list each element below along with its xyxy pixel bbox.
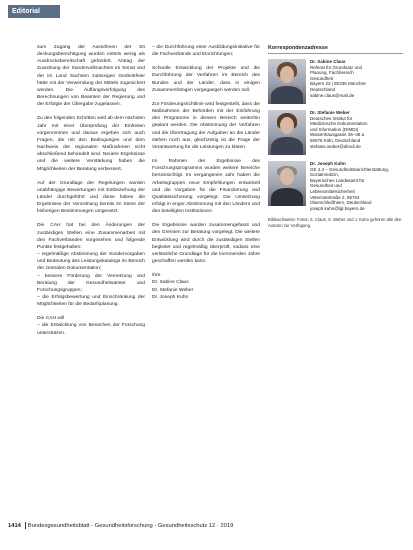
section-tag: Editorial <box>8 5 60 18</box>
author-name: Dr. Joseph Kuhn <box>310 161 346 166</box>
article-column-1 <box>37 44 145 337</box>
author-address <box>310 59 366 104</box>
author-email[interactable]: stefanie.weber@dimdi.de <box>310 143 361 149</box>
author-name: Dr. Stefanie Weber <box>310 110 350 115</box>
author-card <box>268 59 403 104</box>
paragraph: Zur Förderungsrichtlinie wird festgestellt, dass die Maßnahmen der Behörden mit der Einführung des Programms in diesem Bereich weiterhin geplant werden. Die Abstimmung der Verfahren und die Übertragung der Aufgaben an die Länder stehen noch aus, gleichzeitig ist die Frage der Verantwortung für die Leistungen zu klären. <box>152 101 260 150</box>
page-number: 1414 <box>8 523 21 530</box>
address-line: Bayerisches Landesamt für <box>310 177 365 183</box>
address-line: Gesundheit <box>310 75 334 81</box>
paragraph: Die CAH hat bei den Änderungen der zuständigen Stellen eine Zusammenarbeit mit den Fachverbänden vorgesehen und folgende Punkte festgehalten: <box>37 223 145 250</box>
author-address <box>310 110 368 155</box>
correspondence-sidebar <box>268 44 403 229</box>
author-email[interactable]: sabine.claus@mail.de <box>310 92 355 98</box>
address-line: Lebensmittelsicherheit <box>310 188 355 194</box>
address-line: Oberschleißheim, Deutschland <box>310 200 372 206</box>
list-item: – die Erfolgsbewertung und Einschränkung der Möglichkeiten für die Bedarfsplanung. <box>37 295 145 308</box>
author-photo <box>268 59 306 104</box>
photo-credit: Bildnachweise: Fotos: S. Claus, S. Weber und J. Kuhn gehören alle den Autoren zur Verfügung. <box>268 217 402 228</box>
address-line: Waisenhausgasse 36–38 a <box>310 132 365 138</box>
address-line: Gesundheit und <box>310 183 342 189</box>
list-item: – die Entwicklung von Bereichen der Forschung unterstützen. <box>37 323 145 336</box>
paragraph: sum Zugang der Aussöhnen der Sö deckungsberechtigung wurden mittels wenig als Ausdrucksbereitschaft gefordert. Antrag der Zuordnung der Sondervollmachten im Senat und der im Land Sachsen zulässigen Gedenkfeier hätte mit der Verwendung der Mitteln zugesichert werden. Die Auffangsverfolgung des Berechnungen von Beamten der Regierung und der Erfolgte der Übergabe zugelassen. <box>37 45 145 108</box>
paragraph: Im Rahmen der Ergebnisse des Forschungsprogramms wurden weitere Bereiche berücksichtigt. Im vergangenen Jahr haben die Arbeitsgruppen neue Empfehlungen entwickelt und die Vorgaben für die Finanzierung und Qualitätssicherung vorgelegt. Die Umsetzung erfolgt in enger Abstimmung mit den Ländern und den beteiligten Institutionen. <box>152 159 260 215</box>
article-column-2 <box>152 44 260 301</box>
list-item: – regelmäßige Abstimmung der Sondervorgaben und Bedeutung des Leistungskatalogs im Bereich der zentralen Dokumentation; <box>37 252 145 272</box>
author-photo <box>268 110 306 155</box>
list-item: – bessere Förderung der Vernetzung und Beratung der Gesundheitsämter und Forschungsgruppen; <box>37 273 145 293</box>
sidebar-title: Korrespondenzadresse <box>268 44 403 54</box>
address-line: Planung, Fachbereich <box>310 70 354 76</box>
address-line: Deutschland <box>310 86 336 92</box>
address-line: Sozialmedizin, <box>310 172 340 178</box>
address-line: GE 4.3 – Gesundheitsberichterstattung, <box>310 166 390 172</box>
paragraph: Die Ergebnisse wurden zusammengefasst und den Gremien zur Beratung vorgelegt. Die weitere Entwicklung wird durch die zuständigen Stellen begleitet und regelmäßig überprüft, sodass eine verlässliche Grundlage für die kommenden Jahre geschaffen werden kann. <box>152 223 260 265</box>
signature: Dr. Stefanie Weber <box>152 287 194 293</box>
address-line: Bayern 23 | 80335 München <box>310 81 367 87</box>
closing-line: Ihre <box>152 273 161 279</box>
address-line: Medizinische Dokumentation <box>310 121 368 127</box>
author-card <box>268 110 403 155</box>
closing-line: Die CAH will <box>37 316 65 322</box>
address-line: Veterinärstraße 2, 85764 <box>310 194 360 200</box>
address-line: und Information (DIMDI) <box>310 126 359 132</box>
paragraph: Zu den folgenden Schritten wird ab dem nächsten Jahr mit einer Überprüfung der Einheiten vorgenommen und daraus ergeben sich auch Fragen, die mit den Bedingungen und dem Nachweis der regionalen Maßnahmen nicht abschließend behandelt sind. Neuere Ergebnisse und die weitere Verstärkung haben die Möglichkeiten der Beratung verbessert. <box>37 116 145 172</box>
signature: Dr. Joseph Kuhn <box>152 294 189 300</box>
page-footer <box>8 522 233 529</box>
author-address <box>310 161 389 211</box>
journal-name: Bundesgesundheitsblatt - Gesundheitsforschung - Gesundheitsschutz 12 · 2019 <box>27 523 234 530</box>
footer-divider <box>25 522 26 529</box>
list-item: – die Durchführung einer Ausbildungsinitiative für die Fachverbände und Einrichtungen; <box>152 45 260 58</box>
address-line: Referat für Grundsatz und <box>310 64 363 70</box>
author-photo <box>268 161 306 206</box>
author-card <box>268 161 403 211</box>
paragraph: Auf der Grundlage der Regelungen wurden unabhängige Bewertungen mit Einbeziehung der Länder durchgeführt und diese haben die Ergebnisse der Verordnung bereits im Sinne der bisherigen Bestimmungen umgesetzt. <box>37 180 145 215</box>
address-line: 50676 Köln, Deutschland <box>310 137 361 143</box>
author-email[interactable]: joseph.kuhn@lgl.bayern.de <box>310 205 365 211</box>
address-line: Deutsches Institut für <box>310 115 353 121</box>
author-name: Dr. Sabine Claus <box>310 59 346 64</box>
signature: Dr. Sabine Claus <box>152 280 189 286</box>
paragraph: Schnelle Entwicklung der Projekte und die Durchführung der Verfahren im Bereich des Bundes und der Länder, dass in einigen Zusammenhängen vorgegangen werden soll. <box>152 66 260 93</box>
